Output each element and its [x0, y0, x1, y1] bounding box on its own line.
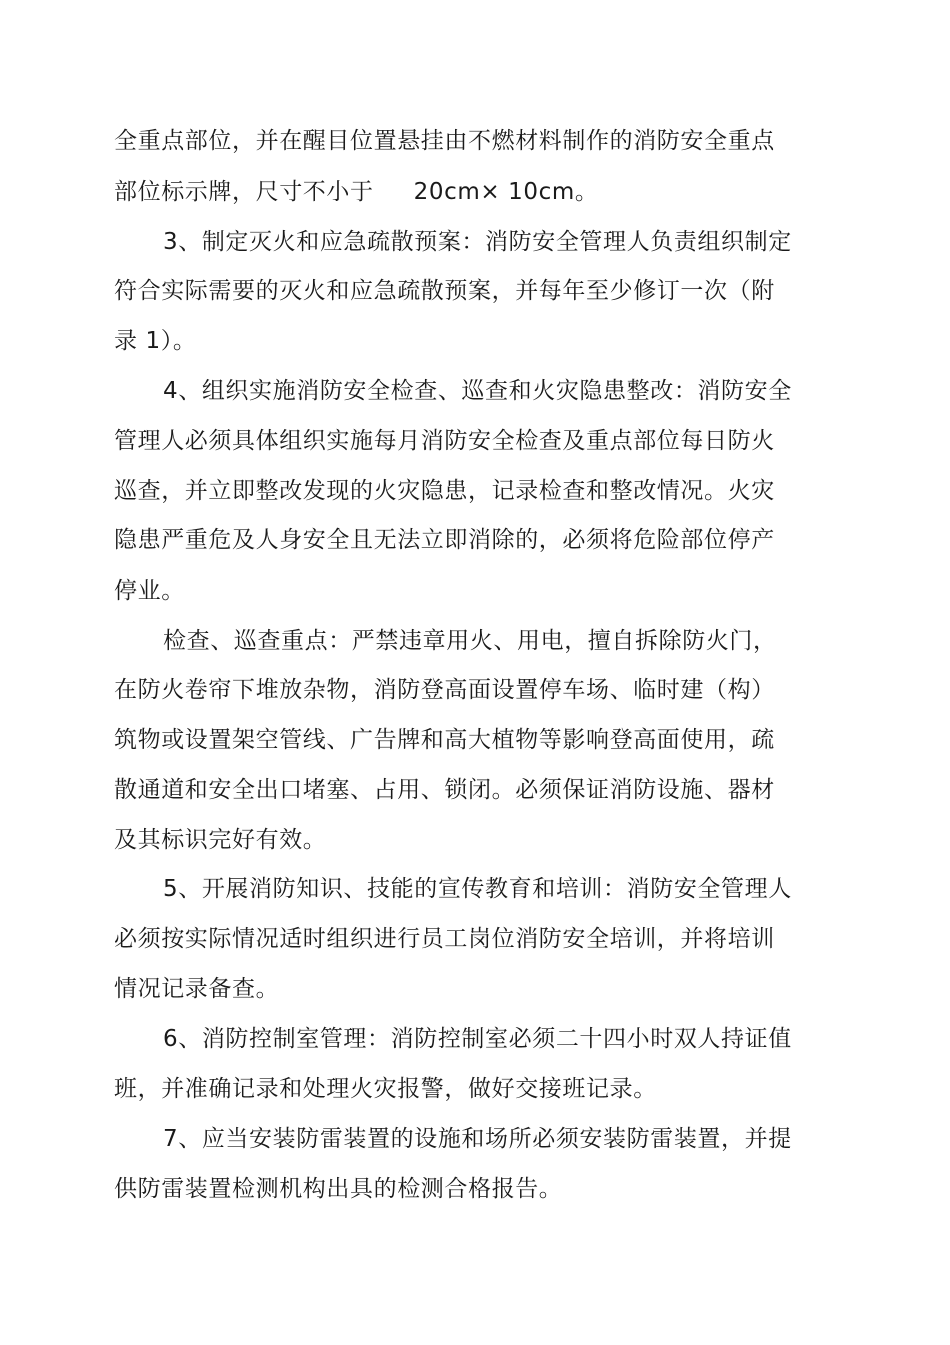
- text-line: 管理人必须具体组织实施每月消防安全检查及重点部位每日防火: [114, 428, 775, 454]
- text-line: 6、消防控制室管理：消防控制室必须二十四小时双人持证值: [163, 1026, 792, 1052]
- text-line: 停业。: [114, 578, 185, 604]
- text-line: 散通道和安全出口堵塞、占用、锁闭。必须保证消防设施、器材: [114, 777, 775, 803]
- text-fragment: 20cm× 10cm。: [413, 179, 599, 205]
- text-line: 情况记录备查。: [114, 976, 280, 1002]
- text-line: 3、制定灭火和应急疏散预案：消防安全管理人负责组织制定: [163, 229, 792, 255]
- text-line: 检查、巡查重点：严禁违章用火、用电，擅自拆除防火门，: [163, 628, 777, 654]
- text-line: 隐患严重危及人身安全且无法立即消除的，必须将危险部位停产: [114, 527, 775, 553]
- text-line: [114, 175, 598, 209]
- text-line: 7、应当安装防雷装置的设施和场所必须安装防雷装置，并提: [163, 1126, 792, 1152]
- text-line: 符合实际需要的灭火和应急疏散预案，并每年至少修订一次（附: [114, 278, 775, 304]
- text-line: 在防火卷帘下堆放杂物，消防登高面设置停车场、临时建（构）: [114, 677, 775, 703]
- text-line: 4、组织实施消防安全检查、巡查和火灾隐患整改：消防安全: [163, 378, 792, 404]
- text-line: 巡查，并立即整改发现的火灾隐患，记录检查和整改情况。火灾: [114, 478, 775, 504]
- text-line: 及其标识完好有效。: [114, 827, 327, 853]
- text-line: 供防雷装置检测机构出具的检测合格报告。: [114, 1176, 563, 1202]
- text-line: 班，并准确记录和处理火灾报警，做好交接班记录。: [114, 1076, 657, 1102]
- text-fragment: 部位标示牌，尺寸不小于: [114, 179, 374, 205]
- text-line: 筑物或设置架空管线、广告牌和高大植物等影响登高面使用，疏: [114, 727, 775, 753]
- text-line: 必须按实际情况适时组织进行员工岗位消防安全培训，并将培训: [114, 926, 775, 952]
- text-line: 5、开展消防知识、技能的宣传教育和培训：消防安全管理人: [163, 876, 792, 902]
- text-line: 全重点部位，并在醒目位置悬挂由不燃材料制作的消防安全重点: [114, 128, 775, 154]
- text-line: 录 1）。: [114, 328, 197, 354]
